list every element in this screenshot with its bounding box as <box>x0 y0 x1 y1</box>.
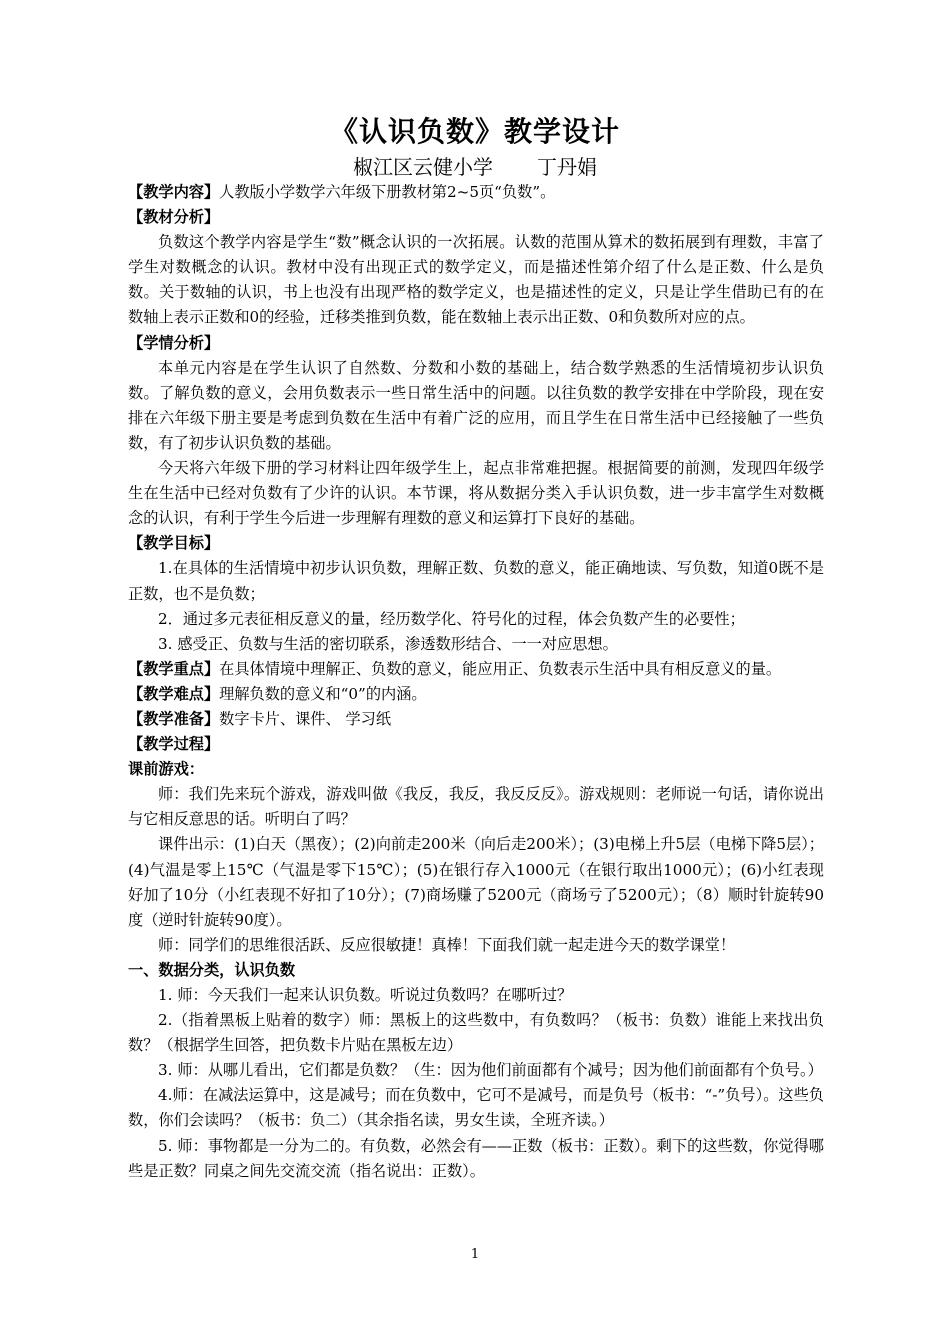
learner-heading: 【学情分析】 <box>128 333 220 352</box>
key-text: 在具体情境中理解正、负数的意义，能应用正、负数表示生活中具有相反意义的量。 <box>219 659 782 678</box>
prep-paragraph <box>128 707 824 732</box>
goal-item-1: 1.在具体的生活情境中初步认识负数，理解正数、负数的意义，能正确地读、写负数，知道0既不是正数，也不是负数； <box>128 559 824 603</box>
pregame-heading: 课前游戏： <box>128 760 204 779</box>
page-title: 《认识负数》教学设计 <box>329 115 620 148</box>
content-paragraph <box>128 180 824 205</box>
process-paragraph-3: 师：同学们的思维很活跃、反应很敏捷！真棒！下面我们就一起走进今天的数学课堂！ <box>158 935 736 954</box>
section-1-step-5: 5. 师：事物都是一分为二的。有负数，必然会有——正数（板书：正数）。剩下的这些数，你觉得哪些是正数？同桌之间先交流交流（指名说出：正数）。 <box>128 1136 824 1180</box>
section-1-heading: 一、数据分类，认识负数 <box>128 960 296 979</box>
goal-item-2: 2．通过多元表征相反意义的量，经历数学化、符号化的过程，体会负数产生的必要性； <box>158 609 745 628</box>
section-1-step-3: 3. 师：从哪儿看出，它们都是负数？（生：因为他们前面都有个减号；因为他们前面都有个负号。） <box>158 1061 823 1080</box>
content-label: 【教学内容】 <box>128 183 220 201</box>
goal-item-3: 3. 感受正、负数与生活的密切联系，渗透数形结合、一一对应思想。 <box>158 634 618 653</box>
process-paragraph-1: 师：我们先来玩个游戏，游戏叫做《我反，我反，我反反反》。游戏规则：老师说一句话，请你说出与它相反意思的话。听明白了吗？ <box>128 785 824 829</box>
learner-paragraph-2: 今天将六年级下册的学习材料让四年级学生上，起点非常难把握。根据简要的前测，发现四年级学生在生活中已经对负数有了少许的认识。本节课，将从数据分类入手认识负数，进一步丰富学生对数概念的认识，有利于学生今后进一步理解有理数的意义和运算打下良好的基础。 <box>128 459 824 528</box>
author-name: 丁丹娟 <box>537 155 597 179</box>
key-label: 【教学重点】 <box>128 659 220 678</box>
prep-text: 数字卡片、课件、 学习纸 <box>219 709 392 728</box>
section-1-step-4: 4.师：在减法运算中，这是减号；而在负数中，它可不是减号，而是负号（板书：“-”负号）。这些负数，你们会读吗？（板书：负二）（其余指名读，男女生读，全班齐读。） <box>128 1086 824 1130</box>
material-paragraph: 负数这个教学内容是学生“数”概念认识的一次拓展。认数的范围从算术的数拓展到有理数，丰富了学生对数概念的认识。教材中没有出现正式的数学定义，而是描述性第介绍了什么是正数、什么是负数。关于数轴的认识，书上也没有出现严格的数学定义，也是描述性的定义，只是让学生借助已有的在数轴上表示正数和0的经验，迁移类推到负数，能在数轴上表示出正数、0和负数所对应的点。 <box>128 233 824 327</box>
difficulty-text: 理解负数的意义和“0”的内涵。 <box>219 684 427 703</box>
goals-heading: 【教学目标】 <box>128 534 220 553</box>
section-1-step-1: 1. 师：今天我们一起来认识负数。听说过负数吗？在哪听过？ <box>158 986 573 1004</box>
prep-label: 【教学准备】 <box>128 709 220 728</box>
process-paragraph-2: 课件出示：(1)白天（黑夜）；(2)向前走200米（向后走200米）；(3)电梯上升5层（电梯下降5层）；(4)气温是零上15℃（气温是零下15℃）；(5)在银行存入1000元（在银行取出1000元）；(6)小红表现好加了10分（小红表现不好扣了10分）；(7)商场赚了5200元（商场亏了5200元）；（8）顺时针旋转90度（逆时针旋转90度）。 <box>128 835 824 929</box>
content-text: 人教版小学数学六年级下册教材第2~5页“负数”。 <box>219 183 556 201</box>
page-number: 1 <box>470 1247 480 1262</box>
document-body <box>128 180 824 1184</box>
material-heading: 【教材分析】 <box>128 208 220 227</box>
school-name: 椒江区云健小学 <box>353 155 493 179</box>
section-1-step-2: 2.（指着黑板上贴着的数字）师：黑板上的这些数中，有负数吗？（板书：负数）谁能上来找出负数？（根据学生回答，把负数卡片贴在黑板左边） <box>128 1011 824 1055</box>
difficulty-paragraph <box>128 682 824 707</box>
author-line <box>0 151 950 180</box>
learner-paragraph-1: 本单元内容是在学生认识了自然数、分数和小数的基础上，结合数学熟悉的生活情境初步认识负数。了解负数的意义，会用负数表示一些日常生活中的问题。以往负数的教学安排在中学阶段，现在安排在六年级下册主要是考虑到负数在生活中有着广泛的应用，而且学生在日常生活中已经接触了一些负数，有了初步认识负数的基础。 <box>128 358 824 452</box>
difficulty-label: 【教学难点】 <box>128 684 220 703</box>
process-heading: 【教学过程】 <box>128 735 220 754</box>
key-paragraph <box>128 657 824 682</box>
